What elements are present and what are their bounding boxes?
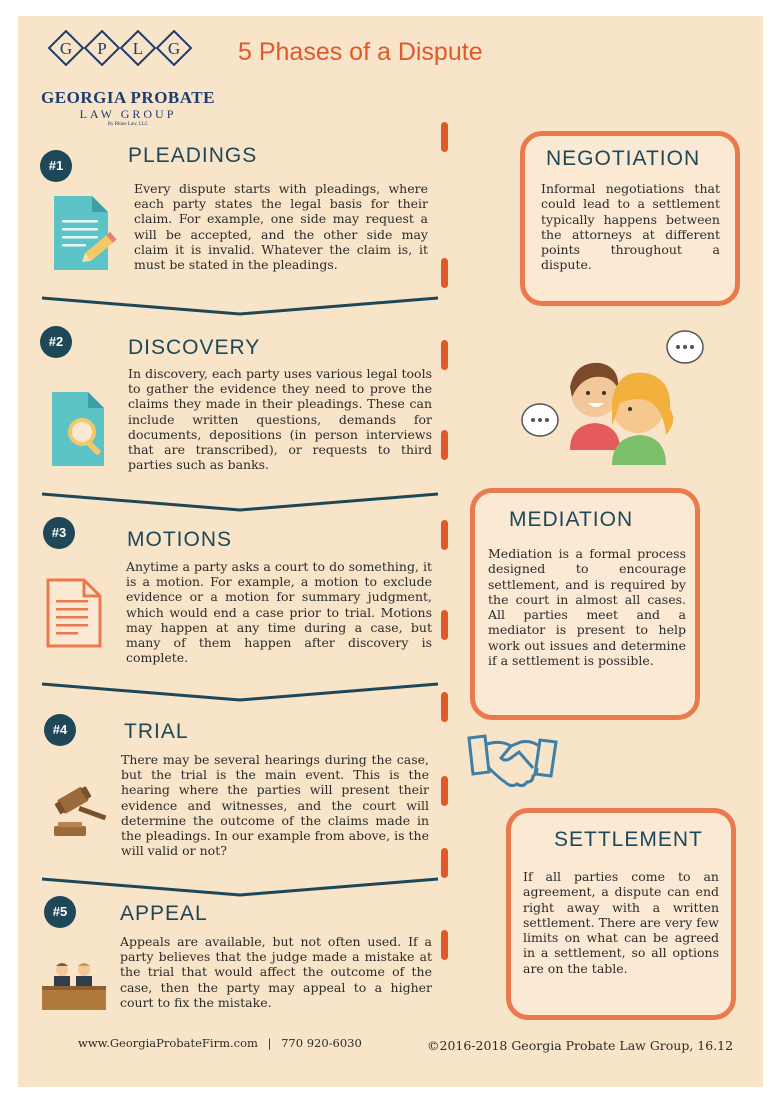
phase-title-appeal: APPEAL xyxy=(120,902,208,925)
phase-number-1: #1 xyxy=(40,150,72,182)
timeline-dash xyxy=(441,122,448,152)
phase-number-5: #5 xyxy=(44,896,76,928)
document-pencil-icon xyxy=(50,192,120,276)
phase-text-trial: There may be several hearings during the case, but the trial is the main event. This is the hearing where the parties will present their evidence and witnesses, and the court will determine the outcome of the claims made in the pleadings. In our example from above, is the will valid or not? xyxy=(121,752,429,859)
svg-text:L: L xyxy=(132,39,144,58)
timeline-dash xyxy=(441,258,448,288)
judges-bench-icon xyxy=(40,960,108,1012)
negotiation-text: Informal negotiations that could lead to a settlement typically happens between the attorneys at different points throughout a dispute. xyxy=(541,181,720,273)
mediation-title: MEDIATION xyxy=(509,508,634,531)
section-divider xyxy=(40,294,440,318)
speech-bubble-icon xyxy=(522,404,558,436)
phase-number-2: #2 xyxy=(40,326,72,358)
timeline-dash xyxy=(441,776,448,806)
two-people-talking-icon xyxy=(520,325,710,475)
handshake-icon xyxy=(465,728,560,798)
mediation-text: Mediation is a formal process designed to encourage settlement, and is required by the court in almost all cases. All parties meet and a mediator is present to help work out issues and determine if a settlement is possible. xyxy=(488,546,686,669)
timeline-dash xyxy=(441,930,448,960)
settlement-text: If all parties come to an agreement, a dispute can end right away with a written settlement. There are very few limits on what can be agreed in a settlement, so all options are on the table. xyxy=(523,869,719,976)
logo-diamond-g1 xyxy=(48,30,84,66)
phase-title-pleadings: PLEADINGS xyxy=(128,144,258,167)
logo-diamond-g2 xyxy=(156,30,192,66)
phase-title-discovery: DISCOVERY xyxy=(128,336,261,359)
timeline-dash xyxy=(441,520,448,550)
logo-subname: LAW GROUP xyxy=(79,107,177,121)
phase-number-4: #4 xyxy=(44,714,76,746)
footer-contact xyxy=(78,1036,362,1050)
timeline-dash xyxy=(441,610,448,640)
phase-number-3: #3 xyxy=(43,517,75,549)
footer-separator: | xyxy=(267,1036,272,1050)
negotiation-title: NEGOTIATION xyxy=(546,147,701,170)
logo-diamond-p xyxy=(84,30,120,66)
document-search-icon xyxy=(48,390,112,470)
footer-copyright: ©2016-2018 Georgia Probate Law Group, 16.12 xyxy=(427,1038,734,1053)
section-divider xyxy=(40,680,440,704)
phase-text-appeal: Appeals are available, but not often used. If a party believes that the judge made a mistake at the trial that would affect the outcome of the case, then the party may appeal to a higher court to fix the mistake. xyxy=(120,934,432,1010)
timeline-dash xyxy=(441,848,448,878)
phase-text-pleadings: Every dispute starts with pleadings, where each party states the legal basis for their claim. For example, one side may request a will be accepted, and the other side may claim it is invalid. Whatever the claim is, it must be stated in the pleadings. xyxy=(134,181,428,273)
phase-text-discovery: In discovery, each party uses various legal tools to gather the evidence they need to prove the claims they made in their pleadings. These can include written questions, demands for documents, depositions (in person interviews that are transcribed), or requests to third parties such as banks. xyxy=(128,366,432,473)
speech-bubble-icon xyxy=(667,331,703,363)
svg-text:G: G xyxy=(59,39,73,58)
svg-text:P: P xyxy=(97,39,107,58)
timeline-dash xyxy=(441,430,448,460)
timeline-dash xyxy=(441,340,448,370)
section-divider xyxy=(40,490,440,514)
logo-name: GEORGIA PROBATE xyxy=(41,88,215,107)
section-divider xyxy=(40,875,440,899)
footer-website[interactable]: www.GeorgiaProbateFirm.com xyxy=(78,1036,258,1050)
logo xyxy=(28,30,218,130)
timeline-dash xyxy=(441,692,448,722)
settlement-title: SETTLEMENT xyxy=(554,828,703,851)
document-lines-icon xyxy=(44,578,104,650)
logo-diamond-l xyxy=(120,30,156,66)
logo-tagline: By Rhine Law, LLC xyxy=(107,122,149,127)
gavel-icon xyxy=(52,782,112,842)
svg-text:G: G xyxy=(167,39,181,58)
phase-title-trial: TRIAL xyxy=(124,720,189,743)
page-title: 5 Phases of a Dispute xyxy=(238,38,483,66)
phase-text-motions: Anytime a party asks a court to do something, it is a motion. For example, a motion to exclude evidence or a motion for summary judgment, which would end a case prior to trial. Motions may happen at any time during a case, but many of them happen after discovery is complete. xyxy=(126,559,432,666)
phase-title-motions: MOTIONS xyxy=(127,528,232,551)
footer-phone[interactable]: 770 920-6030 xyxy=(281,1036,362,1050)
